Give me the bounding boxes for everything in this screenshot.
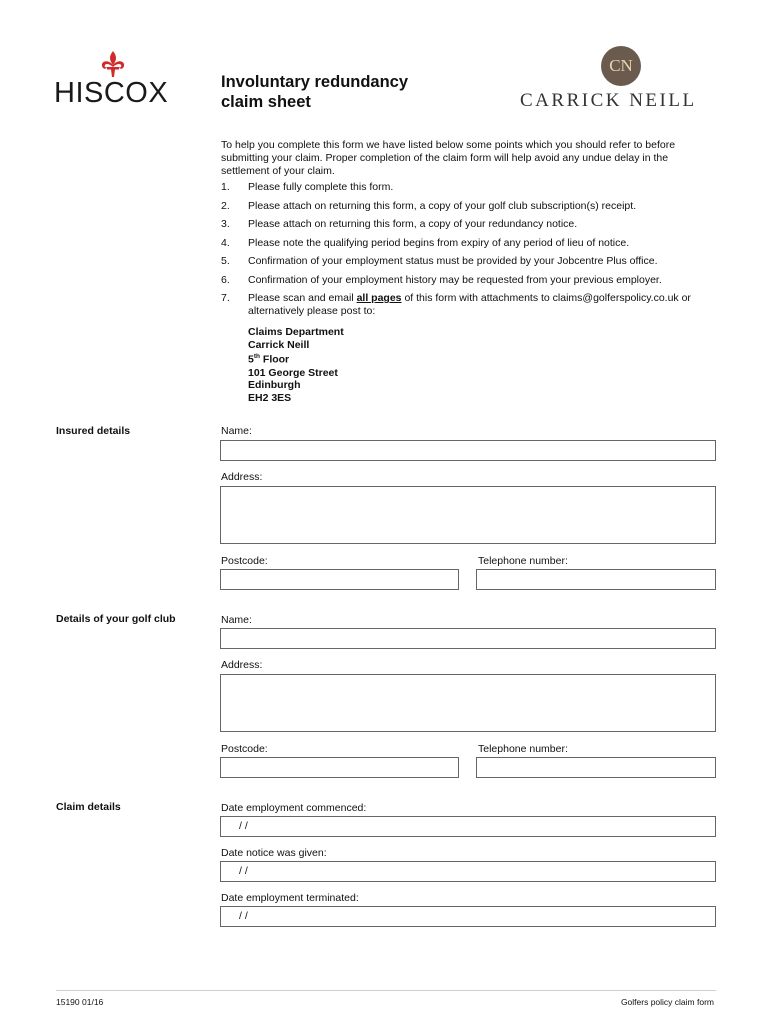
date-notice-field[interactable] [220,861,716,882]
footer-divider [56,990,716,991]
date-separator: / / [239,820,248,832]
page-title [221,72,408,112]
carrick-neill-logo [518,46,728,112]
list-text: Please fully complete this form. [248,181,394,193]
date-commenced-field[interactable] [220,816,716,837]
terminated-label: Date employment terminated: [221,892,359,904]
list-text: Please attach on returning this form, a copy of your redundancy notice. [248,218,578,230]
list-number: 4. [221,236,230,249]
insured-details-heading: Insured details [56,425,131,437]
list-text-pre: Please scan and email [248,292,357,304]
footer-reference: 15190 01/16 [56,997,104,1007]
list-item [221,237,721,250]
insured-address-field[interactable] [220,486,716,544]
list-number: 2. [221,199,230,212]
title-line-2: claim sheet [221,93,311,111]
footer-document-name: Golfers policy claim form [620,997,714,1007]
instruction-list [221,181,721,324]
address-line: Claims Department [248,326,344,338]
club-postcode-label: Postcode: [221,743,268,755]
date-separator: / / [239,865,248,877]
list-item [221,255,721,268]
club-address-field[interactable] [220,674,716,732]
club-address-label: Address: [221,659,263,671]
intro-text: To help you complete this form we have listed below some points which you should refer to before submitting your claim. Proper completion of the claim form will help avoid any undue delay in the settlement of your claim. [221,139,676,177]
club-postcode-field[interactable] [220,757,459,778]
club-name-field[interactable] [220,628,716,649]
list-number: 7. [221,292,230,304]
list-text [248,292,721,318]
club-phone-label: Telephone number: [478,743,568,755]
date-terminated-field[interactable] [220,906,716,927]
commenced-label: Date employment commenced: [221,802,367,814]
list-item [221,292,721,318]
club-name-label: Name: [221,614,252,626]
list-number: 1. [221,181,230,193]
address-line: EH2 3ES [248,392,292,405]
address-line: Edinburgh [248,379,301,392]
list-item [221,274,721,287]
insured-name-field[interactable] [220,440,716,461]
insured-phone-label: Telephone number: [478,555,568,567]
list-number: 6. [221,273,230,286]
list-item [221,200,721,213]
insured-name-label: Name: [221,425,252,437]
list-item [221,218,721,231]
list-text-post: of this form with attachments to claims@golferspolicy.co.uk or alternatively please post to: [248,292,691,317]
golf-club-heading: Details of your golf club [56,613,176,625]
list-text: Please note the qualifying period begins from expiry of any period of lieu of notice. [248,236,630,249]
cn-monogram-icon: CN [601,46,641,86]
fleur-de-lis-icon [98,50,128,80]
date-separator: / / [239,910,248,922]
insured-postcode-field[interactable] [220,569,459,590]
club-phone-field[interactable] [476,757,716,778]
postal-address [248,326,344,405]
list-text: Confirmation of your employment history may be requested from your previous employer. [248,273,662,286]
list-number: 5. [221,255,230,267]
hiscox-wordmark: HISCOX [54,77,169,109]
all-pages-emphasis: all pages [356,292,402,304]
notice-label: Date notice was given: [221,847,327,859]
address-line: 5th Floor [248,353,290,366]
list-text: Confirmation of your employment status must be provided by your Jobcentre Plus office. [248,255,658,267]
address-line: Carrick Neill [248,338,310,351]
list-item [221,181,721,194]
claim-details-heading: Claim details [56,801,121,813]
insured-address-label: Address: [221,471,263,483]
list-text: Please attach on returning this form, a copy of your golf club subscription(s) receipt. [248,199,637,212]
title-line-1: Involuntary redundancy [221,73,409,91]
insured-postcode-label: Postcode: [221,555,268,567]
address-line: 101 George Street [248,366,338,379]
hiscox-logo [54,50,174,110]
list-number: 3. [221,218,230,230]
carrick-neill-wordmark: CARRICK NEILL [520,90,697,111]
insured-phone-field[interactable] [476,569,716,590]
